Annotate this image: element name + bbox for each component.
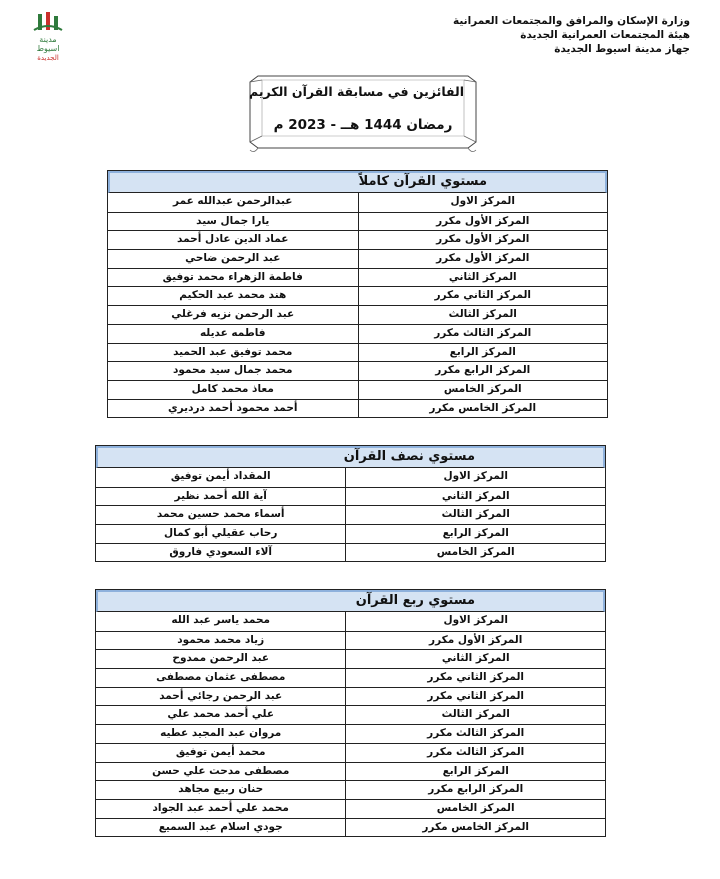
name-cell: محمد علي أحمد عبد الجواد: [152, 801, 289, 814]
name-cell: هند محمد عبد الحكيم: [179, 289, 287, 302]
rank-cell: المركز الخامس: [345, 544, 605, 562]
svg-text:الجديدة: الجديدة: [37, 54, 59, 62]
name-cell: آية الله أحمد نظير: [174, 489, 267, 502]
table-row: [108, 380, 607, 399]
authority-line: هيئة المجتمعات العمرانية الجديدة: [520, 29, 690, 41]
name-cell: مصطفى مدحت علي حسن: [152, 764, 290, 777]
rank-cell: المركز الرابع: [345, 525, 605, 543]
name-cell: زياد محمد محمود: [177, 633, 265, 646]
table-row: [96, 543, 605, 562]
name-cell: معاذ محمد كامل: [191, 382, 274, 395]
rank-cell: المركز الرابع مكرر: [345, 781, 605, 799]
ministry-line: وزارة الإسكان والمرافق والمجتمعات العمرانية: [452, 15, 690, 27]
rank-cell: المركز الثالث مكرر: [345, 744, 605, 762]
name-cell: عبد الرحمن رجائي أحمد: [159, 689, 283, 702]
rank-cell: المركز الثالث مكرر: [358, 325, 608, 343]
name-cell: رحاب عقيلي أبو كمال: [164, 527, 278, 540]
table-row: [96, 687, 605, 706]
table-title: مستوي القرآن كاملاً: [108, 171, 607, 193]
rank-cell: المركز الثاني: [345, 488, 605, 506]
name-cell: فاطمة الزهراء محمد توفيق: [162, 270, 303, 283]
table-row: [96, 487, 605, 506]
table-row: [108, 212, 607, 231]
table-title: مستوي نصف القرآن: [96, 446, 605, 468]
table-title: مستوي ربع القرآن: [96, 590, 605, 612]
table-row: [96, 762, 605, 781]
rank-cell: المركز الثاني مكرر: [345, 669, 605, 687]
rank-cell: المركز الخامس: [358, 381, 608, 399]
table-row: [96, 468, 605, 487]
rank-cell: المركز الثاني مكرر: [345, 688, 605, 706]
rank-cell: المركز الأول مكرر: [358, 250, 608, 268]
rank-cell: المركز الخامس مكرر: [358, 400, 608, 418]
name-cell: أحمد محمود أحمد درديري: [167, 401, 298, 414]
half-quran-table: [95, 445, 606, 562]
name-cell: فاطمه عديله: [199, 326, 266, 339]
table-row: [96, 668, 605, 687]
table-row: [108, 193, 607, 212]
table-row: [96, 724, 605, 743]
table-row: [96, 631, 605, 650]
rank-cell: المركز الاول: [345, 612, 605, 631]
table-row: [108, 361, 607, 380]
table-row: [96, 612, 605, 631]
name-cell: علي أحمد محمد علي: [167, 708, 274, 721]
rank-cell: المركز الخامس مكرر: [345, 819, 605, 837]
city-agency-line: جهاز مدينة اسيوط الجديدة: [554, 43, 690, 55]
rank-cell: المركز الرابع: [358, 344, 608, 362]
rank-cell: المركز الثالث: [358, 306, 608, 324]
banner-title: الفائزين في مسابقة القرآن الكريم: [249, 84, 464, 99]
rank-cell: المركز الرابع مكرر: [358, 362, 608, 380]
organization-header: [430, 14, 690, 56]
rank-cell: المركز الثالث مكرر: [345, 725, 605, 743]
table-row: [96, 505, 605, 524]
rank-cell: المركز الخامس: [345, 800, 605, 818]
name-cell: محمد ياسر عبد الله: [171, 614, 271, 626]
name-cell: آلاء السعودي فاروق: [169, 545, 273, 558]
table-row: [96, 649, 605, 668]
name-cell: محمد توفيق عبد الحميد: [173, 345, 293, 358]
table-row: [108, 305, 607, 324]
city-logo: [26, 10, 70, 64]
name-cell: محمد أيمن توفيق: [175, 745, 266, 758]
quarter-quran-table: [95, 589, 606, 837]
rank-cell: المركز الثاني: [345, 650, 605, 668]
rank-cell: المركز الثالث: [345, 706, 605, 724]
name-cell: حنان ربيع مجاهد: [178, 783, 264, 796]
table-row: [96, 705, 605, 724]
name-cell: أسماء محمد حسين محمد: [156, 508, 285, 521]
table-row: [96, 743, 605, 762]
name-cell: عبدالرحمن عبدالله عمر: [173, 195, 293, 207]
banner-date: رمضان 1444 هــ - 2023 م: [273, 117, 453, 133]
name-cell: عماد الدين عادل أحمد: [177, 233, 289, 246]
rank-cell: المركز الأول مكرر: [345, 632, 605, 650]
table-row: [96, 799, 605, 818]
table-row: [96, 524, 605, 543]
table-row: [108, 230, 607, 249]
table-row: [108, 343, 607, 362]
rank-cell: المركز الأول مكرر: [358, 213, 608, 231]
table-row: [108, 286, 607, 305]
rank-cell: المركز الثاني مكرر: [358, 287, 608, 305]
name-cell: عبد الرحمن ضاحي: [185, 252, 281, 265]
name-cell: مصطفى عثمان مصطفى: [156, 671, 286, 684]
name-cell: جودي اسلام عبد السميع: [158, 820, 283, 833]
svg-text:مدينة: مدينة: [39, 35, 57, 44]
table-row: [108, 399, 607, 418]
name-cell: محمد جمال سيد محمود: [172, 364, 293, 377]
rank-cell: المركز الرابع: [345, 763, 605, 781]
rank-cell: المركز الثالث: [345, 506, 605, 524]
rank-cell: المركز الثاني: [358, 269, 608, 287]
svg-text:اسيوط: اسيوط: [36, 44, 60, 53]
city-logo-icon: [26, 10, 70, 64]
rank-cell: المركز الأول مكرر: [358, 231, 608, 249]
full-quran-table: [107, 170, 608, 418]
table-row: [96, 818, 605, 837]
rank-cell: المركز الاول: [358, 193, 608, 212]
name-cell: عبد الرحمن ممدوح: [172, 652, 270, 665]
name-cell: عبد الرحمن نزيه فرغلي: [171, 308, 295, 321]
table-row: [96, 780, 605, 799]
rank-cell: المركز الاول: [345, 468, 605, 487]
title-banner: [248, 72, 478, 156]
name-cell: يارا جمال سيد: [196, 214, 270, 227]
name-cell: مروان عبد المجيد عطيه: [160, 727, 282, 740]
table-row: [108, 324, 607, 343]
table-row: [108, 268, 607, 287]
name-cell: المقداد أيمن توفيق: [170, 470, 271, 482]
table-row: [108, 249, 607, 268]
